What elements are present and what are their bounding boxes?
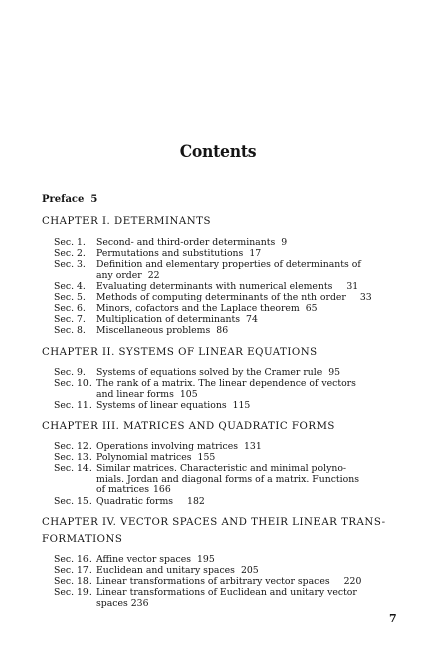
chapter-heading: CHAPTER IV. VECTOR SPACES AND THEIR LINEAR TRANS- <box>42 517 386 528</box>
section-page: 65 <box>305 303 318 314</box>
section-number: Sec. 5. <box>54 292 86 303</box>
section-title: Systems of equations solved by the Cramer rule <box>96 367 323 378</box>
toc-entry <box>54 442 394 453</box>
section-number: Sec. 19. <box>54 587 92 598</box>
toc-entry <box>54 304 394 315</box>
section-title: The rank of a matrix. The linear dependence of vectors <box>96 378 356 389</box>
section-page: 115 <box>232 400 251 411</box>
section-number: Sec. 7. <box>54 314 86 325</box>
section-page: 131 <box>243 441 262 452</box>
toc-entry <box>54 249 394 260</box>
toc-entry <box>54 293 394 304</box>
section-title: Minors, cofactors and the Laplace theorem <box>96 303 300 314</box>
section-page: 74 <box>246 314 258 325</box>
section-number: Sec. 2. <box>54 248 86 259</box>
toc-entry <box>54 555 394 566</box>
toc-entry <box>54 315 394 326</box>
section-page: 86 <box>216 325 229 336</box>
section-number: Sec. 9. <box>54 367 86 378</box>
section-number: Sec. 6. <box>54 303 86 314</box>
toc-entry <box>54 368 394 379</box>
section-title-cont: mials. Jordan and diagonal forms of a matrix. Functions <box>96 473 359 485</box>
section-title: Methods of computing determinants of the nth order <box>96 292 346 303</box>
section-title: Operations involving matrices <box>96 441 238 452</box>
section-number: Sec. 1. <box>54 237 86 248</box>
section-page: 155 <box>197 452 216 463</box>
section-page: 9 <box>281 237 288 248</box>
section-title-cont: spaces <box>96 597 128 609</box>
section-title: Multiplication of determinants <box>96 314 241 325</box>
section-page: 166 <box>153 484 171 495</box>
toc-entry <box>54 588 394 609</box>
section-title: Miscellaneous problems <box>96 325 211 336</box>
section-title-cont: and linear forms <box>96 388 174 400</box>
section-page: 31 <box>346 281 359 292</box>
preface-label: Preface <box>42 194 85 205</box>
section-title: Euclidean and unitary spaces <box>96 565 235 576</box>
section-number: Sec. 10. <box>54 378 92 389</box>
section-page: 220 <box>343 576 362 587</box>
toc-entry <box>54 238 394 249</box>
section-number: Sec. 17. <box>54 565 92 576</box>
section-number: Sec. 12. <box>54 441 92 452</box>
section-title-cont: any order <box>96 269 142 281</box>
preface-page: 5 <box>90 194 98 205</box>
toc-entry <box>54 566 394 577</box>
toc-entry <box>54 326 394 337</box>
section-page: 105 <box>179 388 198 400</box>
section-title: Linear transformations of Euclidean and unitary vector <box>96 587 357 598</box>
section-page: 22 <box>147 269 160 281</box>
chapter-heading: CHAPTER III. MATRICES AND QUADRATIC FORMS <box>42 421 335 432</box>
section-title: Polynomial matrices <box>96 452 192 463</box>
section-page: 33 <box>359 292 372 303</box>
toc-entry <box>54 577 394 588</box>
section-number: Sec. 16. <box>54 554 92 565</box>
section-number: Sec. 15. <box>54 496 92 507</box>
page-title: Contents <box>179 142 257 162</box>
section-number: Sec. 11. <box>54 400 92 411</box>
section-number: Sec. 14. <box>54 463 92 474</box>
section-page: 95 <box>328 367 341 378</box>
section-title: Linear transformations of arbitrary vector spaces <box>96 576 330 587</box>
section-title: Systems of linear equations <box>96 400 227 411</box>
chapter-heading: CHAPTER II. SYSTEMS OF LINEAR EQUATIONS <box>42 347 318 358</box>
section-number: Sec. 8. <box>54 325 86 336</box>
section-title: Second- and third-order determinants <box>96 237 276 248</box>
toc-entry <box>54 379 394 400</box>
toc-entry <box>54 464 394 496</box>
section-page: 205 <box>240 565 259 576</box>
section-title: Similar matrices. Characteristic and minimal polyno- <box>96 463 347 474</box>
section-number: Sec. 13. <box>54 452 92 463</box>
section-title: Evaluating determinants with numerical elements <box>96 281 333 292</box>
preface-entry <box>42 194 97 205</box>
section-title: Quadratic forms <box>96 496 174 507</box>
section-page: 195 <box>197 554 215 565</box>
section-number: Sec. 3. <box>54 259 86 270</box>
section-title: Definition and elementary properties of determinants of <box>96 259 361 270</box>
toc-entry <box>54 401 394 412</box>
toc-entry <box>54 453 394 464</box>
section-number: Sec. 18. <box>54 576 92 587</box>
section-title-cont: of matrices <box>96 484 149 495</box>
section-number: Sec. 4. <box>54 281 86 292</box>
page-number: 7 <box>389 612 397 625</box>
toc-entry <box>54 497 394 508</box>
chapter-heading-cont: FORMATIONS <box>42 534 123 545</box>
toc-entry <box>54 282 394 293</box>
section-page: 17 <box>249 248 262 259</box>
section-title: Affine vector spaces <box>96 554 192 565</box>
toc-entry <box>54 260 394 281</box>
section-title: Permutations and substitutions <box>96 248 244 259</box>
chapter-heading: CHAPTER I. DETERMINANTS <box>42 216 211 227</box>
section-page: 182 <box>187 496 205 507</box>
section-page: 236 <box>130 597 149 609</box>
